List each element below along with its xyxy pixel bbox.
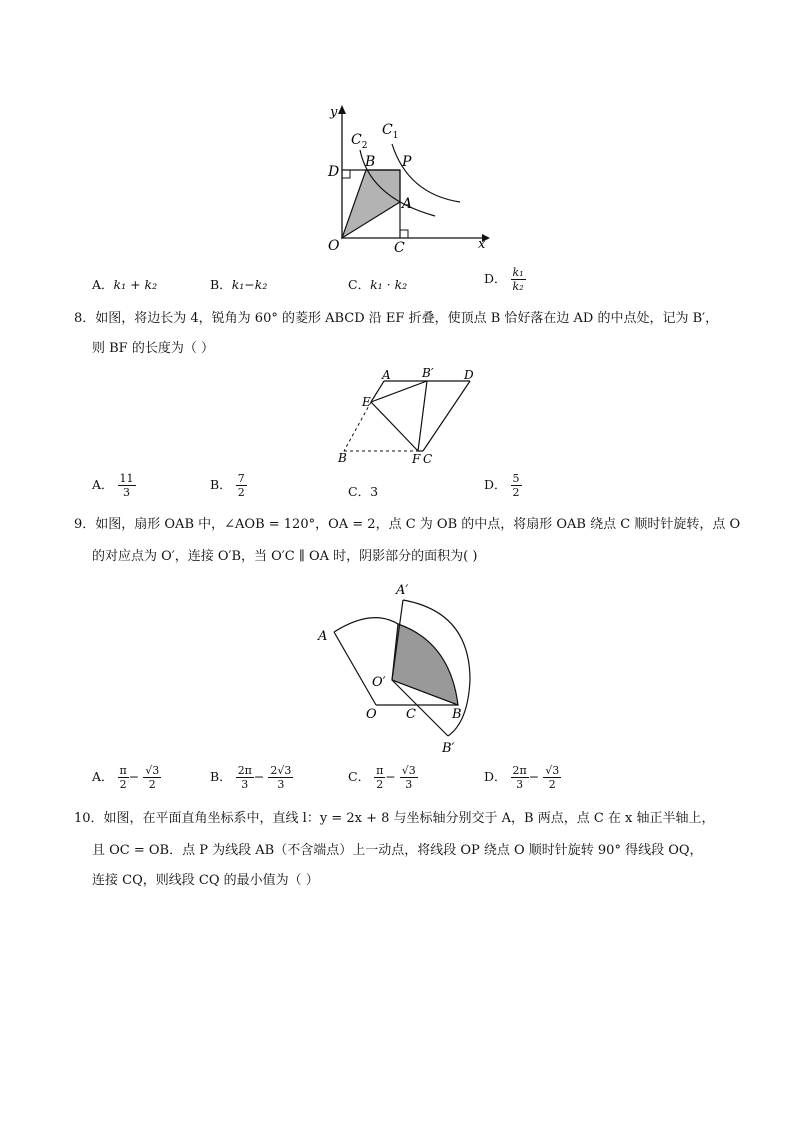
q9-option-d[interactable]: D． $\frac{2\pi}{3}$ − $\frac{√3}{2}$ xyxy=(484,764,560,791)
q8-option-d[interactable]: D． $\frac{5}{2}$ xyxy=(484,472,520,499)
q10-question-line2: 且 OC = OB．点 P 为线段 AB（不含端点）上一动点，将线段 OP 绕点 O 顺时针旋转 90° 得线段 OQ， xyxy=(92,843,703,858)
q7-label-A: A xyxy=(402,196,413,212)
q8-option-a[interactable]: A． $\frac{11}{3}$ xyxy=(92,472,134,499)
q9-label-Bp: B′ xyxy=(442,741,455,756)
q8-line-EBp xyxy=(371,381,427,402)
q8-label-C: C xyxy=(423,452,433,466)
q7-label-C: C xyxy=(394,240,405,256)
q9-option-b[interactable]: B． $\frac{2\pi}{3}$ − $\frac{2√3}{3}$ xyxy=(210,764,292,791)
q7-label-C2: $C_2$ xyxy=(351,132,368,151)
q8-option-b[interactable]: B． $\frac{7}{2}$ xyxy=(210,472,245,499)
q7-figure xyxy=(310,98,500,258)
q8-label-B: B xyxy=(338,451,347,465)
q7-option-b[interactable]: B．k₁−k₂ xyxy=(210,277,268,292)
q8-label-Bp: B′ xyxy=(422,366,434,380)
q8-label-F: F xyxy=(412,452,421,466)
q10-question-line3: 连接 CQ，则线段 CQ 的最小值为（ ） xyxy=(92,873,319,888)
q8-label-D: D xyxy=(464,368,474,382)
q7-curve-C1 xyxy=(392,144,460,202)
q8-dashed-EB xyxy=(344,402,371,451)
q7-label-y: y xyxy=(330,105,338,120)
q7-option-a[interactable]: A．k₁ + k₂ xyxy=(92,277,158,292)
q7-label-x: x xyxy=(478,237,486,252)
q9-sector-OAB xyxy=(334,612,394,706)
q7-shaded-region xyxy=(342,170,400,238)
q8-line-EF xyxy=(371,402,418,451)
q7-right-angle-D xyxy=(342,170,350,178)
q8-figure xyxy=(330,364,490,466)
q7-label-B: B xyxy=(365,154,376,170)
q9-figure xyxy=(310,572,500,756)
q7-y-arrow xyxy=(338,105,346,114)
q7-label-O: O xyxy=(328,238,340,254)
q9-label-O: O xyxy=(366,707,377,722)
q9-line-OA xyxy=(334,632,376,705)
q7-label-D: D xyxy=(328,164,340,180)
q8-line-AE xyxy=(371,381,384,402)
q9-arc-AB xyxy=(334,618,398,632)
q7-label-C1: $C_1$ xyxy=(382,122,399,141)
q9-label-Op: O′ xyxy=(372,675,386,690)
q8-question-line1: 8．如图，将边长为 4，锐角为 60° 的菱形 ABCD 沿 EF 折叠，使顶点 B 恰好落在边 AD 的中点处，记为 B′， xyxy=(74,311,719,326)
q8-line-DC xyxy=(423,381,470,451)
q8-line-BpF xyxy=(418,381,427,451)
q9-question-line1: 9．如图，扇形 OAB 中，∠AOB = 120°，OA = 2，点 C 为 OB 的中点，将扇形 OAB 绕点 C 顺时针旋转，点 O xyxy=(74,517,741,532)
q9-label-A: A xyxy=(318,629,328,644)
q9-label-Ap: A′ xyxy=(396,583,409,598)
q8-label-A: A xyxy=(382,368,391,382)
q7-label-P: P xyxy=(402,154,412,170)
q7-option-c[interactable]: C．k₁ · k₂ xyxy=(348,277,408,292)
q9-option-a[interactable]: A． $\frac{\pi}{2}$ − $\frac{√3}{2}$ xyxy=(92,764,160,791)
q7-right-angle-C xyxy=(400,230,408,238)
q9-question-line2: 的对应点为 O′，连接 O′B，当 O′C ∥ OA 时，阴影部分的面积为( ) xyxy=(92,549,478,564)
q9-label-B: B xyxy=(452,707,462,722)
q8-option-c[interactable]: C．3 xyxy=(348,484,379,499)
q9-option-c[interactable]: C． $\frac{\pi}{2}$ − $\frac{√3}{3}$ xyxy=(348,764,416,791)
q7-option-d[interactable]: D． $\frac{\text{k₁}}{\text{k₂}}$ xyxy=(484,266,524,293)
q8-question-line2: 则 BF 的长度为（ ） xyxy=(92,341,214,356)
q10-question-line1: 10．如图，在平面直角坐标系中，直线 l：y = 2x + 8 与坐标轴分别交于 A，B 两点，点 C 在 x 轴正半轴上， xyxy=(74,811,715,826)
q8-label-E: E xyxy=(362,395,371,409)
q9-label-C: C xyxy=(406,707,416,722)
